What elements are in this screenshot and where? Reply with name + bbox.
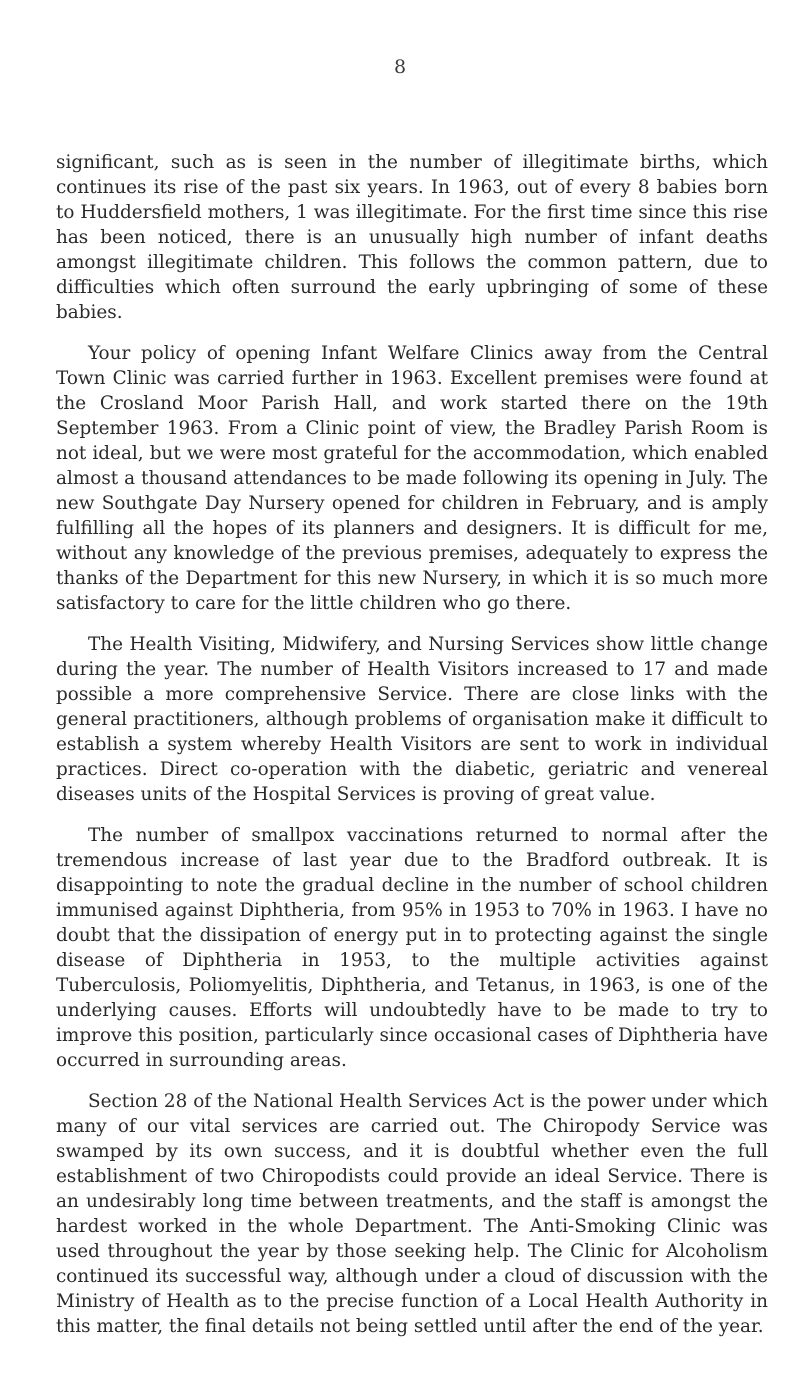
page-number: 8 bbox=[393, 56, 407, 78]
body-text bbox=[56, 150, 768, 1339]
paragraph-vaccinations: The number of smallpox vaccinations returned to normal after the tremendous increase of last year due to the Bradford outbreak. It is disappointing to note the gradual decline in the number of school children immunised against Diphtheria, from 95% in 1953 to 70% in 1963. I have no doubt that the dissipation of energy put in to protecting against the single disease of Diphtheria in 1953, to the multiple activities against Tuberculosis, Poliomyelitis, Diphtheria, and Tetanus, in 1963, is one of the underlying causes. Efforts will undoubtedly have to be made to try to improve this position, particularly since occasional cases of Diphtheria have occurred in surrounding areas. bbox=[56, 825, 768, 1071]
paragraph-section-28: Section 28 of the National Health Services Act is the power under which many of our vital services are carried out. The Chiropody Service was swamped by its own success, and it is doubtful whether even the full establishment of two Chiropodists could provide an ideal Service. There is an undesirably long time between treatments, and the staff is amongst the hardest worked in the whole Department. The Anti-Smoking Clinic was used throughout the year by those seeking help. The Clinic for Alcoholism continued its successful way, although under a cloud of discussion with the Ministry of Health as to the precise function of a Local Health Authority in this matter, the final details not being settled until after the end of the year. bbox=[56, 1091, 768, 1337]
paragraph-health-visiting: The Health Visiting, Midwifery, and Nursing Services show little change during the year. The number of Health Visitors increased to 17 and made possible a more comprehensive Service. There are close links with the general practitioners, although problems of organisation make it difficult to establish a system whereby Health Visitors are sent to work in individual practices. Direct co-operation with the diabetic, geriatric and venereal diseases units of the Hospital Services is proving of great value. bbox=[56, 634, 768, 805]
paragraph-illegitimate-births: significant, such as is seen in the number of illegitimate births, which continues its rise of the past six years. In 1963, out of every 8 babies born to Huddersfield mothers, 1 was illegitimate. For the first time since this rise has been noticed, there is an unusually high number of infant deaths amongst illegitimate children. This follows the common pattern, due to difficulties which often surround the early upbringing of some of these babies. bbox=[56, 152, 768, 323]
paragraph-infant-welfare-clinics: Your policy of opening Infant Welfare Clinics away from the Central Town Clinic was carried further in 1963. Excellent premises were found at the Crosland Moor Parish Hall, and work started there on the 19th September 1963. From a Clinic point of view, the Bradley Parish Room is not ideal, but we were most grateful for the accommodation, which enabled almost a thousand attendances to be made following its opening in July. The new Southgate Day Nursery opened for children in February, and is amply fulfilling all the hopes of its planners and designers. It is difficult for me, without any knowledge of the previous premises, adequately to express the thanks of the Department for this new Nursery, in which it is so much more satisfactory to care for the little children who go there. bbox=[56, 343, 768, 614]
